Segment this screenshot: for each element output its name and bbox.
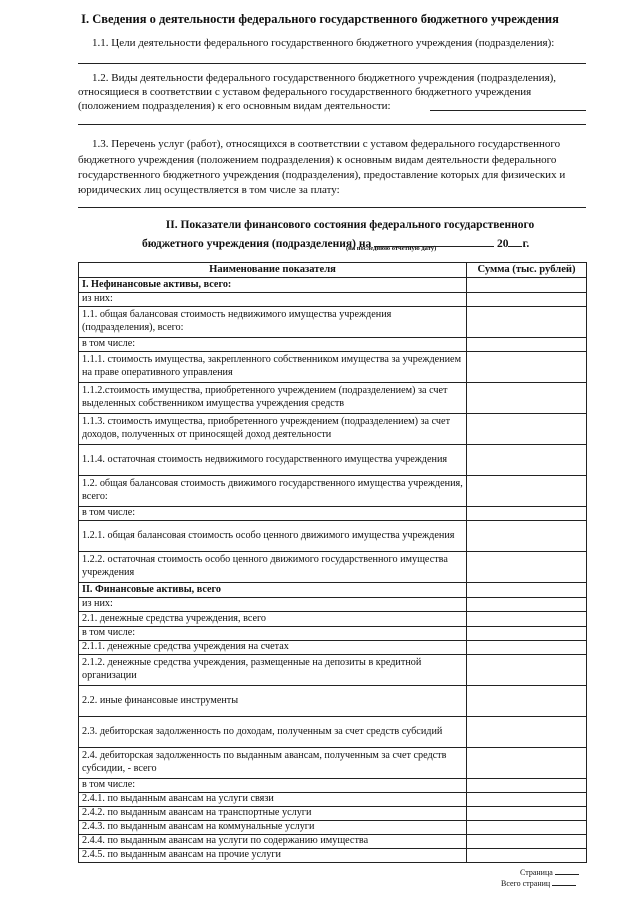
indicator-name: 2.1.1. денежные средства учреждения на счетах <box>79 641 467 655</box>
sum-cell[interactable] <box>467 849 587 863</box>
sum-cell[interactable] <box>467 414 587 445</box>
table-row <box>79 686 587 717</box>
sum-cell[interactable] <box>467 521 587 552</box>
table-row <box>79 278 587 293</box>
sum-cell[interactable] <box>467 835 587 849</box>
sum-cell[interactable] <box>467 293 587 307</box>
paragraph-1-2-line3: (положением подразделения) к его основным видам деятельности: <box>78 100 391 112</box>
divider <box>78 124 586 125</box>
sum-cell[interactable] <box>467 307 587 338</box>
table-row <box>79 641 587 655</box>
section-1-title: I. Сведения о деятельности федерального государственного бюджетного учреждения <box>81 12 559 26</box>
sum-cell[interactable] <box>467 686 587 717</box>
table-row <box>79 849 587 863</box>
total-pages-label <box>501 877 576 889</box>
indicator-name: 2.4.2. по выданным авансам на транспортные услуги <box>79 807 467 821</box>
field-activities-line[interactable] <box>430 110 586 111</box>
total-label: Всего страниц <box>501 879 551 888</box>
table-row <box>79 717 587 748</box>
indicator-name: 2.4. дебиторская задолженность по выданным авансам, полученным за счет средств субсидии, - всего <box>79 748 467 779</box>
table-row <box>79 612 587 627</box>
year-prefix: 20 <box>496 238 509 250</box>
total-field[interactable] <box>552 877 576 886</box>
table-row <box>79 748 587 779</box>
sum-cell[interactable] <box>467 612 587 627</box>
table-header-row <box>79 263 587 278</box>
table-row <box>79 655 587 686</box>
sum-cell[interactable] <box>467 383 587 414</box>
paragraph-1-3-line2: бюджетного учреждения (положением подразделения) к основным видам деятельности федерального <box>78 154 557 166</box>
sum-cell[interactable] <box>467 552 587 583</box>
indicator-name: в том числе: <box>79 627 467 641</box>
sum-cell[interactable] <box>467 655 587 686</box>
year-field[interactable] <box>508 234 522 247</box>
indicator-name: в том числе: <box>79 507 467 521</box>
table-row <box>79 383 587 414</box>
indicator-name: 1.1. общая балансовая стоимость недвижимого имущества учреждения (подразделения), всего: <box>79 307 467 338</box>
paragraph-1-3-line3: государственного бюджетного учреждения (подразделения), предоставление которых для физических и <box>78 169 566 181</box>
table-row <box>79 598 587 612</box>
sum-cell[interactable] <box>467 338 587 352</box>
table-row <box>79 821 587 835</box>
sum-cell[interactable] <box>467 717 587 748</box>
table-row <box>79 779 587 793</box>
sum-cell[interactable] <box>467 793 587 807</box>
page-field[interactable] <box>555 866 579 875</box>
sum-cell[interactable] <box>467 507 587 521</box>
paragraph-1-3-line1: 1.3. Перечень услуг (работ), относящихся в соответствии с уставом федерального государственного <box>92 138 561 150</box>
indicator-name: в том числе: <box>79 338 467 352</box>
indicator-name: 2.4.3. по выданным авансам на коммунальные услуги <box>79 821 467 835</box>
financial-indicators-table <box>78 262 587 863</box>
sum-cell[interactable] <box>467 352 587 383</box>
table-row <box>79 807 587 821</box>
sum-cell[interactable] <box>467 821 587 835</box>
table-row <box>79 445 587 476</box>
table-row <box>79 293 587 307</box>
sum-cell[interactable] <box>467 598 587 612</box>
year-suffix: г. <box>522 238 530 250</box>
sum-cell[interactable] <box>467 748 587 779</box>
indicator-name: в том числе: <box>79 779 467 793</box>
table-row <box>79 793 587 807</box>
indicator-name: II. Финансовые активы, всего <box>79 583 467 598</box>
indicator-name: 1.1.2.стоимость имущества, приобретенного учреждением (подразделением) за счет выделенных собственником имущества учреждения средств <box>79 383 467 414</box>
sum-cell[interactable] <box>467 779 587 793</box>
indicator-name: 1.2. общая балансовая стоимость движимого государственного имущества учреждения, всего: <box>79 476 467 507</box>
indicator-name: из них: <box>79 598 467 612</box>
table-row <box>79 476 587 507</box>
indicator-name: 1.2.1. общая балансовая стоимость особо ценного движимого имущества учреждения <box>79 521 467 552</box>
indicator-name: 2.1.2. денежные средства учреждения, размещенные на депозиты в кредитной организации <box>79 655 467 686</box>
indicator-name: 2.2. иные финансовые инструменты <box>79 686 467 717</box>
table-row <box>79 352 587 383</box>
indicator-name: 1.1.3. стоимость имущества, приобретенного учреждением (подразделением) за счет доходов, полученных от приносящей доход деятельности <box>79 414 467 445</box>
indicator-name: 2.3. дебиторская задолженность по доходам, полученным за счет средств субсидий <box>79 717 467 748</box>
table-row <box>79 507 587 521</box>
table-row <box>79 552 587 583</box>
page-label: Страница <box>520 868 553 877</box>
indicator-name: 2.4.5. по выданным авансам на прочие услуги <box>79 849 467 863</box>
table-row <box>79 835 587 849</box>
table-row <box>79 414 587 445</box>
divider <box>78 207 586 208</box>
sum-cell[interactable] <box>467 278 587 293</box>
column-header-name: Наименование показателя <box>79 263 467 278</box>
sum-cell[interactable] <box>467 641 587 655</box>
section-2-title-line1: II. Показатели финансового состояния федерального государственного <box>165 219 535 231</box>
sum-cell[interactable] <box>467 807 587 821</box>
paragraph-1-2-line1: 1.2. Виды деятельности федерального государственного бюджетного учреждения (подразделения), <box>92 72 557 84</box>
section-2-title-text: бюджетного учреждения (подразделения) на <box>142 238 372 250</box>
indicator-name: 2.4.1. по выданным авансам на услуги связи <box>79 793 467 807</box>
paragraph-1-2-line2: относящиеся в соответствии с уставом федерального государственного бюджетного учреждения <box>78 86 532 98</box>
indicator-name: 1.1.4. остаточная стоимость недвижимого государственного имущества учреждения <box>79 445 467 476</box>
sum-cell[interactable] <box>467 445 587 476</box>
column-header-sum: Сумма (тыс. рублей) <box>467 263 587 278</box>
date-caption: (на последнюю отчетную дату) <box>346 245 437 252</box>
indicator-name: I. Нефинансовые активы, всего: <box>79 278 467 293</box>
sum-cell[interactable] <box>467 627 587 641</box>
divider <box>78 63 586 64</box>
table-row <box>79 583 587 598</box>
table-row <box>79 521 587 552</box>
sum-cell[interactable] <box>467 476 587 507</box>
sum-cell[interactable] <box>467 583 587 598</box>
table-row <box>79 627 587 641</box>
indicator-name: из них: <box>79 293 467 307</box>
paragraph-1-1: 1.1. Цели деятельности федерального государственного бюджетного учреждения (подразделения): <box>92 37 555 49</box>
table-row <box>79 338 587 352</box>
indicator-name: 2.1. денежные средства учреждения, всего <box>79 612 467 627</box>
indicator-name: 1.1.1. стоимость имущества, закрепленного собственником имущества за учреждением на праве оперативного управления <box>79 352 467 383</box>
table-row <box>79 307 587 338</box>
paragraph-1-3-line4: юридических лиц осуществляется в том числе за плату: <box>78 184 340 196</box>
indicator-name: 1.2.2. остаточная стоимость особо ценного движимого государственного имущества учреждения <box>79 552 467 583</box>
indicator-name: 2.4.4. по выданным авансам на услуги по содержанию имущества <box>79 835 467 849</box>
